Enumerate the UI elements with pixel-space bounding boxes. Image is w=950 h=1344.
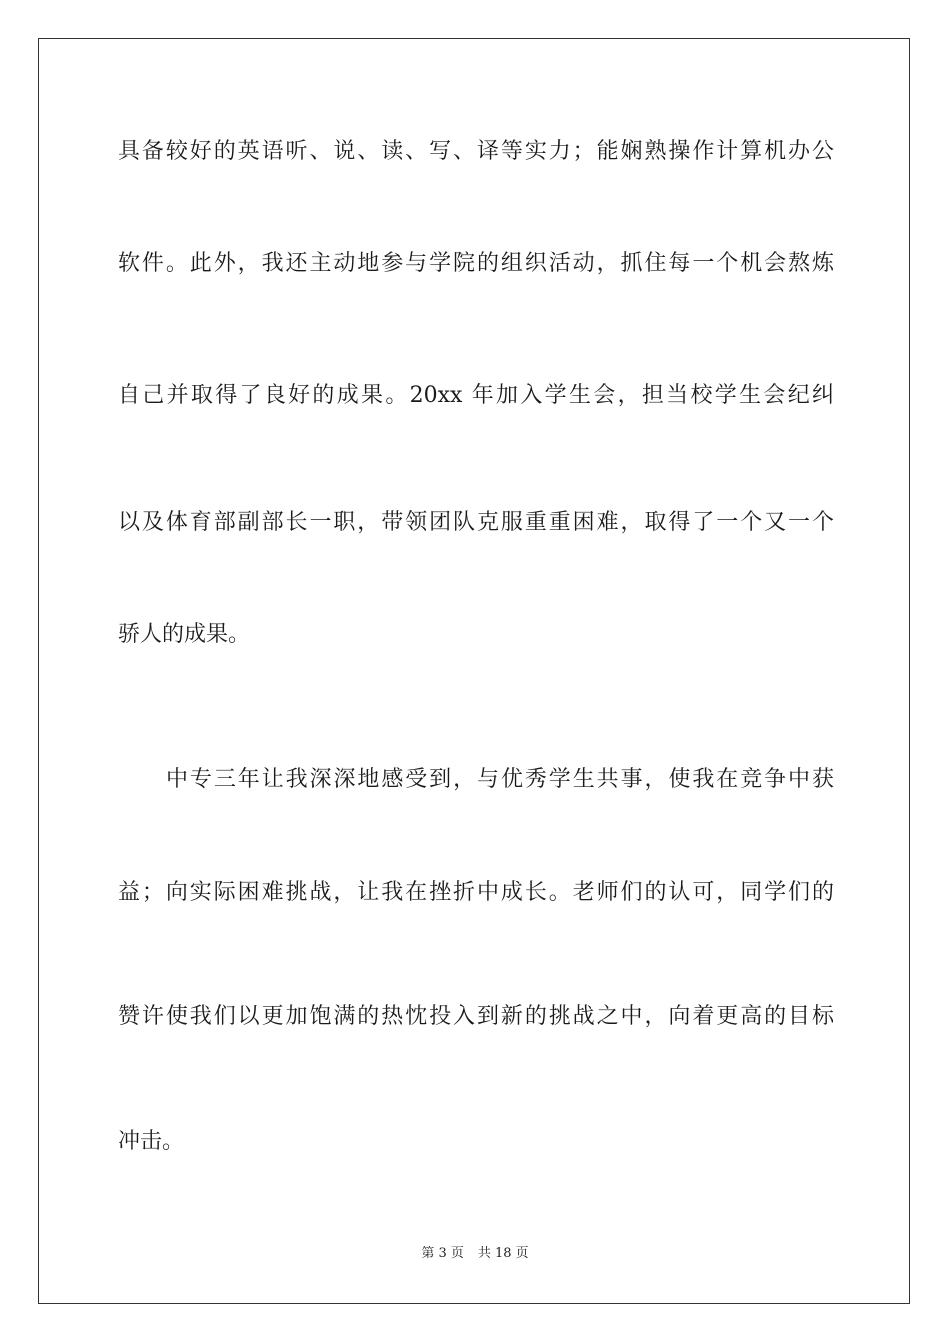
page-number: 第 3 页 — [421, 1246, 464, 1261]
paragraph-line-2: 软件。此外，我还主动地参与学院的组织活动，抓住每一个机会熬炼 — [118, 251, 834, 276]
page-border — [38, 38, 910, 1304]
paragraph-line-5: 骄人的成果。 — [118, 622, 251, 647]
paragraph-line-6: 中专三年让我深深地感受到，与优秀学生共事，使我在竞争中获 — [166, 767, 834, 792]
paragraph-line-8: 赞许使我们以更加饱满的热忱投入到新的挑战之中，向着更高的目标 — [118, 1004, 834, 1029]
paragraph-line-9: 冲击。 — [118, 1129, 185, 1154]
paragraph-line-4: 以及体育部副部长一职，带领团队克服重重困难，取得了一个又一个 — [118, 510, 834, 535]
page-total: 共 18 页 — [477, 1246, 529, 1261]
paragraph-line-7: 益；向实际困难挑战，让我在挫折中成长。老师们的认可，同学们的 — [118, 880, 834, 905]
page-footer — [0, 1245, 950, 1263]
paragraph-line-1: 具备较好的英语听、说、读、写、译等实力；能娴熟操作计算机办公 — [118, 139, 834, 164]
paragraph-line-3: 自己并取得了良好的成果。20xx 年加入学生会，担当校学生会纪纠 — [118, 383, 834, 408]
